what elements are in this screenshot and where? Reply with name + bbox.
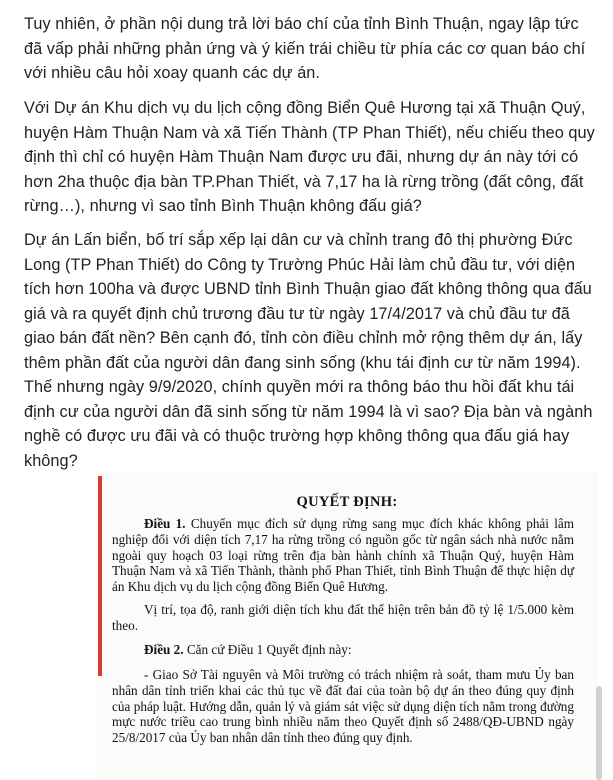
- scrollbar-thumb[interactable]: [596, 686, 602, 780]
- accent-bar: [98, 476, 102, 676]
- scrollbar-track[interactable]: [602, 0, 613, 780]
- article-2-text: Căn cứ Điều 1 Quyết định này:: [183, 642, 352, 657]
- article-paragraph: Dự án Lấn biển, bố trí sắp xếp lại dân cư và chỉnh trang đô thị phường Đức Long (TP Phan Thiết) do Công ty Trường Phúc Hải làm chủ đầu tư, với diện tích hơn 100ha và được UBND tỉnh Bình Thuận giao đất không thông qua đấu giá và ra quyết định chủ trương đầu tư từ ngày 17/4/2017 và chủ đầu tư đã giao bán đất nền? Bên cạnh đó, tỉnh còn điều chỉnh mở rộng thêm dự án, lấy thêm phần đất của người dân đang sinh sống (khu tái định cư từ năm 1994). Thế nhưng ngày 9/9/2020, chính quyền mới ra thông báo thu hồi đất khu tái định cư của người dân đã sinh sống từ năm 1994 là vì sao? Địa bàn và ngành nghề có được ưu đãi và có thuộc trường hợp không thông qua đấu giá hay không?: [24, 231, 593, 470]
- article-2-block: [112, 642, 574, 658]
- location-text: Vị trí, tọa độ, ranh giới diện tích khu đất thể hiện trên bản đồ tỷ lệ 1/5.000 kèm theo.: [112, 602, 574, 633]
- decision-document-image: [96, 472, 598, 780]
- decision-title: QUYẾT ĐỊNH:: [296, 494, 398, 510]
- article-1-label: Điều 1.: [144, 516, 186, 531]
- article-2-label: Điều 2.: [144, 642, 184, 657]
- article-2-item-block: [112, 667, 574, 746]
- article-paragraph: Tuy nhiên, ở phần nội dung trả lời báo chí của tỉnh Bình Thuận, ngay lập tức đã vấp phải những phản ứng và ý kiến trái chiều từ phía các cơ quan báo chí với nhiều câu hỏi xoay quanh các dự án.: [24, 15, 586, 82]
- article-paragraph: Với Dự án Khu dịch vụ du lịch cộng đồng Biển Quê Hương tại xã Thuận Quý, huyện Hàm Thuận Nam và xã Tiến Thành (TP Phan Thiết), nếu chiếu theo quy định thì chỉ có huyện Hàm Thuận Nam được ưu đãi, nhưng dự án này tới có hơn 2ha thuộc địa bàn TP.Phan Thiết, và 7,17 ha là rừng trồng (đất công, đất rừng…), nhưng vì sao tỉnh Bình Thuận không đấu giá?: [24, 99, 595, 215]
- location-block: [112, 602, 574, 634]
- article-2-item: - Giao Sở Tài nguyên và Môi trường có trách nhiệm rà soát, tham mưu Ủy ban nhân dân tỉnh triển khai các thủ tục về đất đai của toàn bộ dự án theo đúng quy định của pháp luật. Hướng dẫn, quản lý và giám sát việc sử dụng diện tích nằm trong đường mực nước triều cao trung bình nhiều năm theo Quyết định số 2488/QĐ-UBND ngày 25/8/2017 của Ủy ban nhân dân tỉnh theo đúng quy định.: [112, 667, 574, 746]
- article-1-block: [112, 516, 574, 595]
- article-1-text: Chuyển mục đích sử dụng rừng sang mục đích khác không phải lâm nghiệp đối với diện tích 7,17 ha rừng trồng có nguồn gốc từ ngân sách nhà nước nằm ngoài quy hoạch 03 loại rừng trên địa bàn hành chính xã Thuận Quý, huyện Hàm Thuận Nam và xã Tiến Thành, thành phố Phan Thiết, tỉnh Bình Thuận để thực hiện dự án Khu dịch vụ du lịch cộng đồng Biển Quê Hương.: [112, 516, 575, 595]
